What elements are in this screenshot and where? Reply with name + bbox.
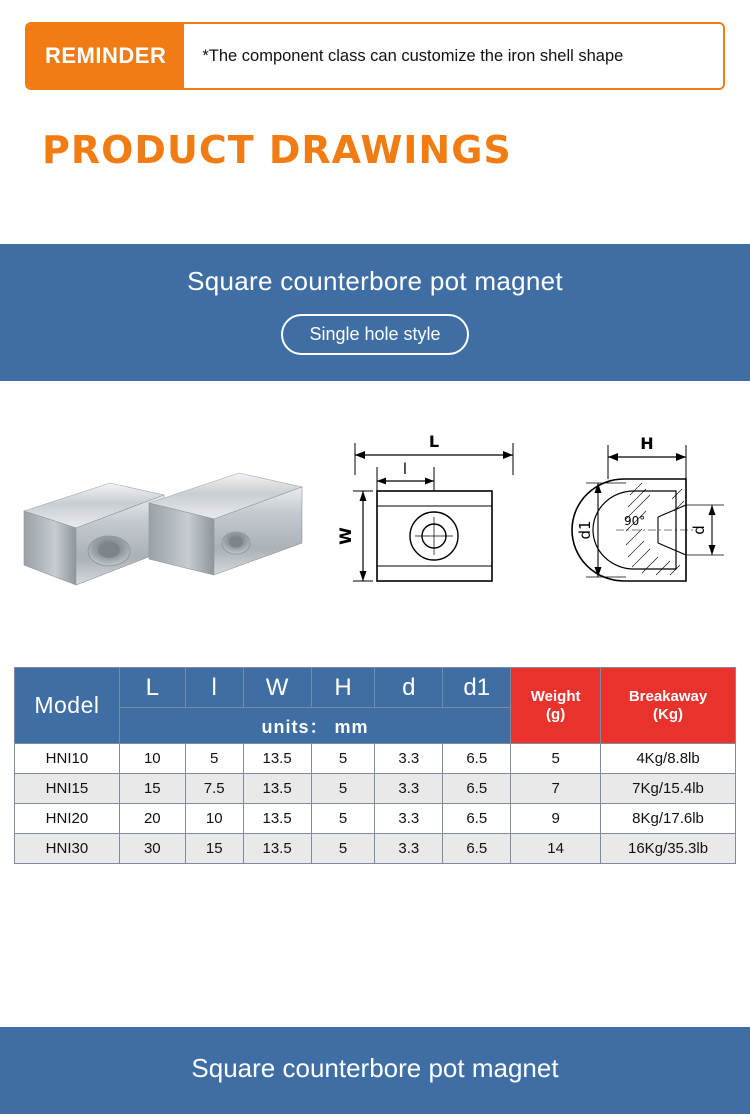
units-cell: units： mm bbox=[119, 708, 510, 744]
header-model: Model bbox=[15, 668, 120, 744]
cell-weight: 5 bbox=[511, 744, 601, 774]
header-d1: d1 bbox=[443, 668, 511, 708]
page-title: PRODUCT DRAWINGS bbox=[42, 128, 512, 172]
footer-band bbox=[0, 1027, 750, 1114]
cell-weight: 7 bbox=[511, 774, 601, 804]
table-row bbox=[15, 774, 736, 804]
table-header-row bbox=[15, 668, 736, 708]
product-photo-illustration bbox=[14, 433, 314, 623]
cell-model: HNI15 bbox=[15, 774, 120, 804]
style-pill: Single hole style bbox=[281, 314, 468, 355]
dim-label-l: l bbox=[402, 460, 408, 478]
table-row bbox=[15, 744, 736, 774]
header-band-title: Square counterbore pot magnet bbox=[187, 266, 563, 296]
top-view-drawing bbox=[335, 433, 525, 623]
cell-d: 3.3 bbox=[375, 744, 443, 774]
dim-label-d1: d1 bbox=[576, 520, 594, 540]
dim-label-angle: 90° bbox=[624, 514, 646, 528]
cell-breakaway: 7Kg/15.4lb bbox=[601, 774, 736, 804]
cell-breakaway: 4Kg/8.8lb bbox=[601, 744, 736, 774]
side-section-drawing bbox=[546, 433, 736, 623]
cell-H: 5 bbox=[311, 744, 375, 774]
dim-label-W: W bbox=[336, 527, 355, 545]
drawings-row bbox=[0, 381, 750, 661]
dim-label-L: L bbox=[428, 433, 440, 451]
cell-W: 13.5 bbox=[243, 804, 311, 834]
product-photo bbox=[14, 433, 314, 623]
table-row bbox=[15, 834, 736, 864]
spec-table-wrap bbox=[0, 661, 750, 864]
footer-band-title: Square counterbore pot magnet bbox=[191, 1053, 559, 1083]
cell-l: 5 bbox=[185, 744, 243, 774]
cell-H: 5 bbox=[311, 774, 375, 804]
cell-H: 5 bbox=[311, 804, 375, 834]
reminder-banner bbox=[25, 22, 725, 90]
header-band bbox=[0, 244, 750, 381]
cell-l: 15 bbox=[185, 834, 243, 864]
cell-d1: 6.5 bbox=[443, 744, 511, 774]
cell-W: 13.5 bbox=[243, 744, 311, 774]
header-H: H bbox=[311, 668, 375, 708]
cell-L: 30 bbox=[119, 834, 185, 864]
dim-label-H: H bbox=[640, 434, 654, 453]
cell-model: HNI30 bbox=[15, 834, 120, 864]
cell-d: 3.3 bbox=[375, 804, 443, 834]
cell-L: 10 bbox=[119, 744, 185, 774]
header-d: d bbox=[375, 668, 443, 708]
cell-weight: 9 bbox=[511, 804, 601, 834]
cell-d1: 6.5 bbox=[443, 834, 511, 864]
cell-W: 13.5 bbox=[243, 834, 311, 864]
cell-d: 3.3 bbox=[375, 774, 443, 804]
spec-table-body bbox=[15, 744, 736, 864]
cell-l: 10 bbox=[185, 804, 243, 834]
reminder-text: *The component class can customize the iron shell shape bbox=[184, 24, 723, 88]
cell-L: 20 bbox=[119, 804, 185, 834]
header-l: l bbox=[185, 668, 243, 708]
spec-table bbox=[14, 667, 736, 864]
header-weight-line2: (g) bbox=[546, 705, 566, 723]
cell-breakaway: 8Kg/17.6lb bbox=[601, 804, 736, 834]
cell-breakaway: 16Kg/35.3lb bbox=[601, 834, 736, 864]
header-weight-line1: Weight bbox=[530, 688, 581, 706]
reminder-tag: REMINDER bbox=[27, 24, 184, 88]
header-L: L bbox=[119, 668, 185, 708]
cell-d: 3.3 bbox=[375, 834, 443, 864]
cell-W: 13.5 bbox=[243, 774, 311, 804]
header-weight bbox=[511, 668, 601, 744]
cell-model: HNI20 bbox=[15, 804, 120, 834]
cell-d1: 6.5 bbox=[443, 804, 511, 834]
cell-weight: 14 bbox=[511, 834, 601, 864]
header-W: W bbox=[243, 668, 311, 708]
cell-d1: 6.5 bbox=[443, 774, 511, 804]
table-row bbox=[15, 804, 736, 834]
cell-L: 15 bbox=[119, 774, 185, 804]
header-breakaway-line1: Breakaway bbox=[628, 688, 708, 706]
cell-H: 5 bbox=[311, 834, 375, 864]
dim-label-d: d bbox=[690, 525, 708, 535]
header-breakaway-line2: (Kg) bbox=[653, 705, 684, 723]
header-breakaway bbox=[601, 668, 736, 744]
cell-model: HNI10 bbox=[15, 744, 120, 774]
cell-l: 7.5 bbox=[185, 774, 243, 804]
